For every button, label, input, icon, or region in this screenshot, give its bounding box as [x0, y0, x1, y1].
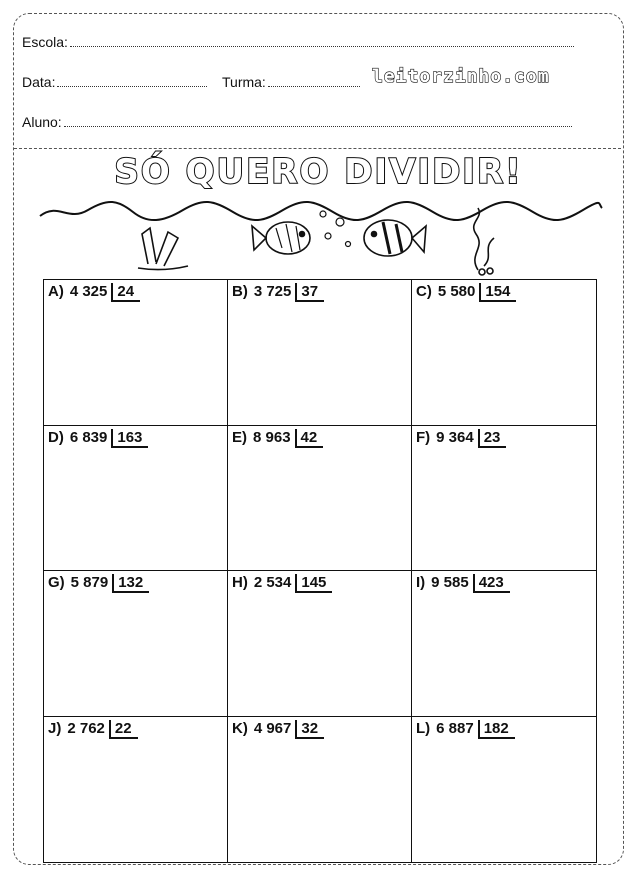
class-field[interactable]: [222, 74, 360, 90]
division-problem: [416, 429, 506, 448]
fish-icon-2: [364, 220, 426, 256]
problem-cell[interactable]: [44, 280, 228, 426]
division-problem: [48, 283, 140, 302]
problem-cell[interactable]: [228, 280, 412, 426]
date-field[interactable]: [22, 74, 207, 90]
student-field[interactable]: [22, 114, 572, 130]
dividend: 5 879: [70, 574, 109, 591]
divisor: 22: [109, 720, 138, 739]
division-problem: [232, 574, 332, 593]
divisor: 32: [295, 720, 324, 739]
problem-cell[interactable]: [44, 426, 228, 572]
dividend: 9 585: [431, 574, 469, 591]
problem-letter: F): [416, 428, 431, 446]
sea-illustration: [38, 192, 604, 276]
problem-cell[interactable]: [412, 280, 596, 426]
problem-letter: B): [232, 283, 248, 300]
worksheet-title: SÓ QUERO DIVIDIR!: [114, 152, 523, 192]
problem-letter: E): [232, 428, 247, 446]
brand-logo: leitorzinho.com: [372, 66, 550, 87]
divisor: 24: [111, 283, 140, 302]
school-field[interactable]: [22, 34, 574, 50]
seaweed-icon: [474, 208, 494, 275]
divisor: 154: [479, 283, 516, 302]
problem-letter: J): [48, 719, 62, 737]
divisor: 42: [295, 429, 324, 448]
problem-letter: L): [416, 719, 431, 737]
dividend: 4 967: [253, 719, 292, 737]
problem-cell[interactable]: [228, 717, 412, 863]
divisor: 145: [295, 574, 332, 593]
problem-letter: A): [48, 283, 64, 300]
divisor: 423: [473, 574, 510, 593]
problem-cell[interactable]: [412, 717, 596, 863]
dividend: 9 364: [436, 428, 474, 446]
dividend: 2 534: [253, 574, 292, 591]
division-problem: [232, 283, 324, 302]
divisor: 23: [478, 429, 507, 448]
divisor: 163: [111, 429, 148, 448]
problem-letter: C): [416, 283, 432, 300]
dividend: 6 839: [69, 428, 108, 446]
problem-cell[interactable]: [412, 426, 596, 572]
problem-cell[interactable]: [412, 571, 596, 717]
problem-cell[interactable]: [44, 571, 228, 717]
bubbles-icon: [320, 211, 351, 247]
student-line: [64, 125, 572, 127]
dividend: 4 325: [69, 283, 108, 300]
division-problem: [416, 283, 516, 302]
divisor: 182: [478, 720, 515, 739]
division-problem: [48, 720, 138, 739]
division-problem: [232, 429, 323, 448]
coral-icon: [138, 228, 188, 270]
problem-letter: H): [232, 574, 248, 591]
dividend: 8 963: [253, 428, 291, 446]
fish-icon: [252, 222, 310, 254]
dividend: 6 887: [436, 719, 474, 737]
problem-cell[interactable]: [44, 717, 228, 863]
header-separator: [14, 148, 621, 149]
division-problem: [416, 574, 510, 593]
date-label: Data:: [22, 74, 56, 90]
dividend: 5 580: [437, 283, 476, 300]
problem-cell[interactable]: [228, 426, 412, 572]
class-label: Turma:: [222, 74, 266, 90]
school-label: Escola:: [22, 34, 68, 50]
divisor: 37: [295, 283, 324, 302]
division-problem: [232, 720, 324, 739]
problem-letter: G): [48, 574, 65, 591]
dividend: 2 762: [67, 719, 105, 737]
problem-letter: D): [48, 428, 64, 446]
division-problem: [416, 720, 515, 739]
class-line: [268, 85, 360, 87]
wave-line-icon: [40, 202, 602, 220]
problem-letter: K): [232, 719, 248, 737]
date-line: [57, 85, 207, 87]
divisor: 132: [112, 574, 149, 593]
dividend: 3 725: [253, 283, 292, 300]
school-line: [70, 45, 574, 47]
division-problem: [48, 429, 148, 448]
division-problem: [48, 574, 149, 593]
division-grid: [43, 279, 597, 863]
problem-cell[interactable]: [228, 571, 412, 717]
problem-letter: I): [416, 574, 426, 591]
student-label: Aluno:: [22, 114, 62, 130]
